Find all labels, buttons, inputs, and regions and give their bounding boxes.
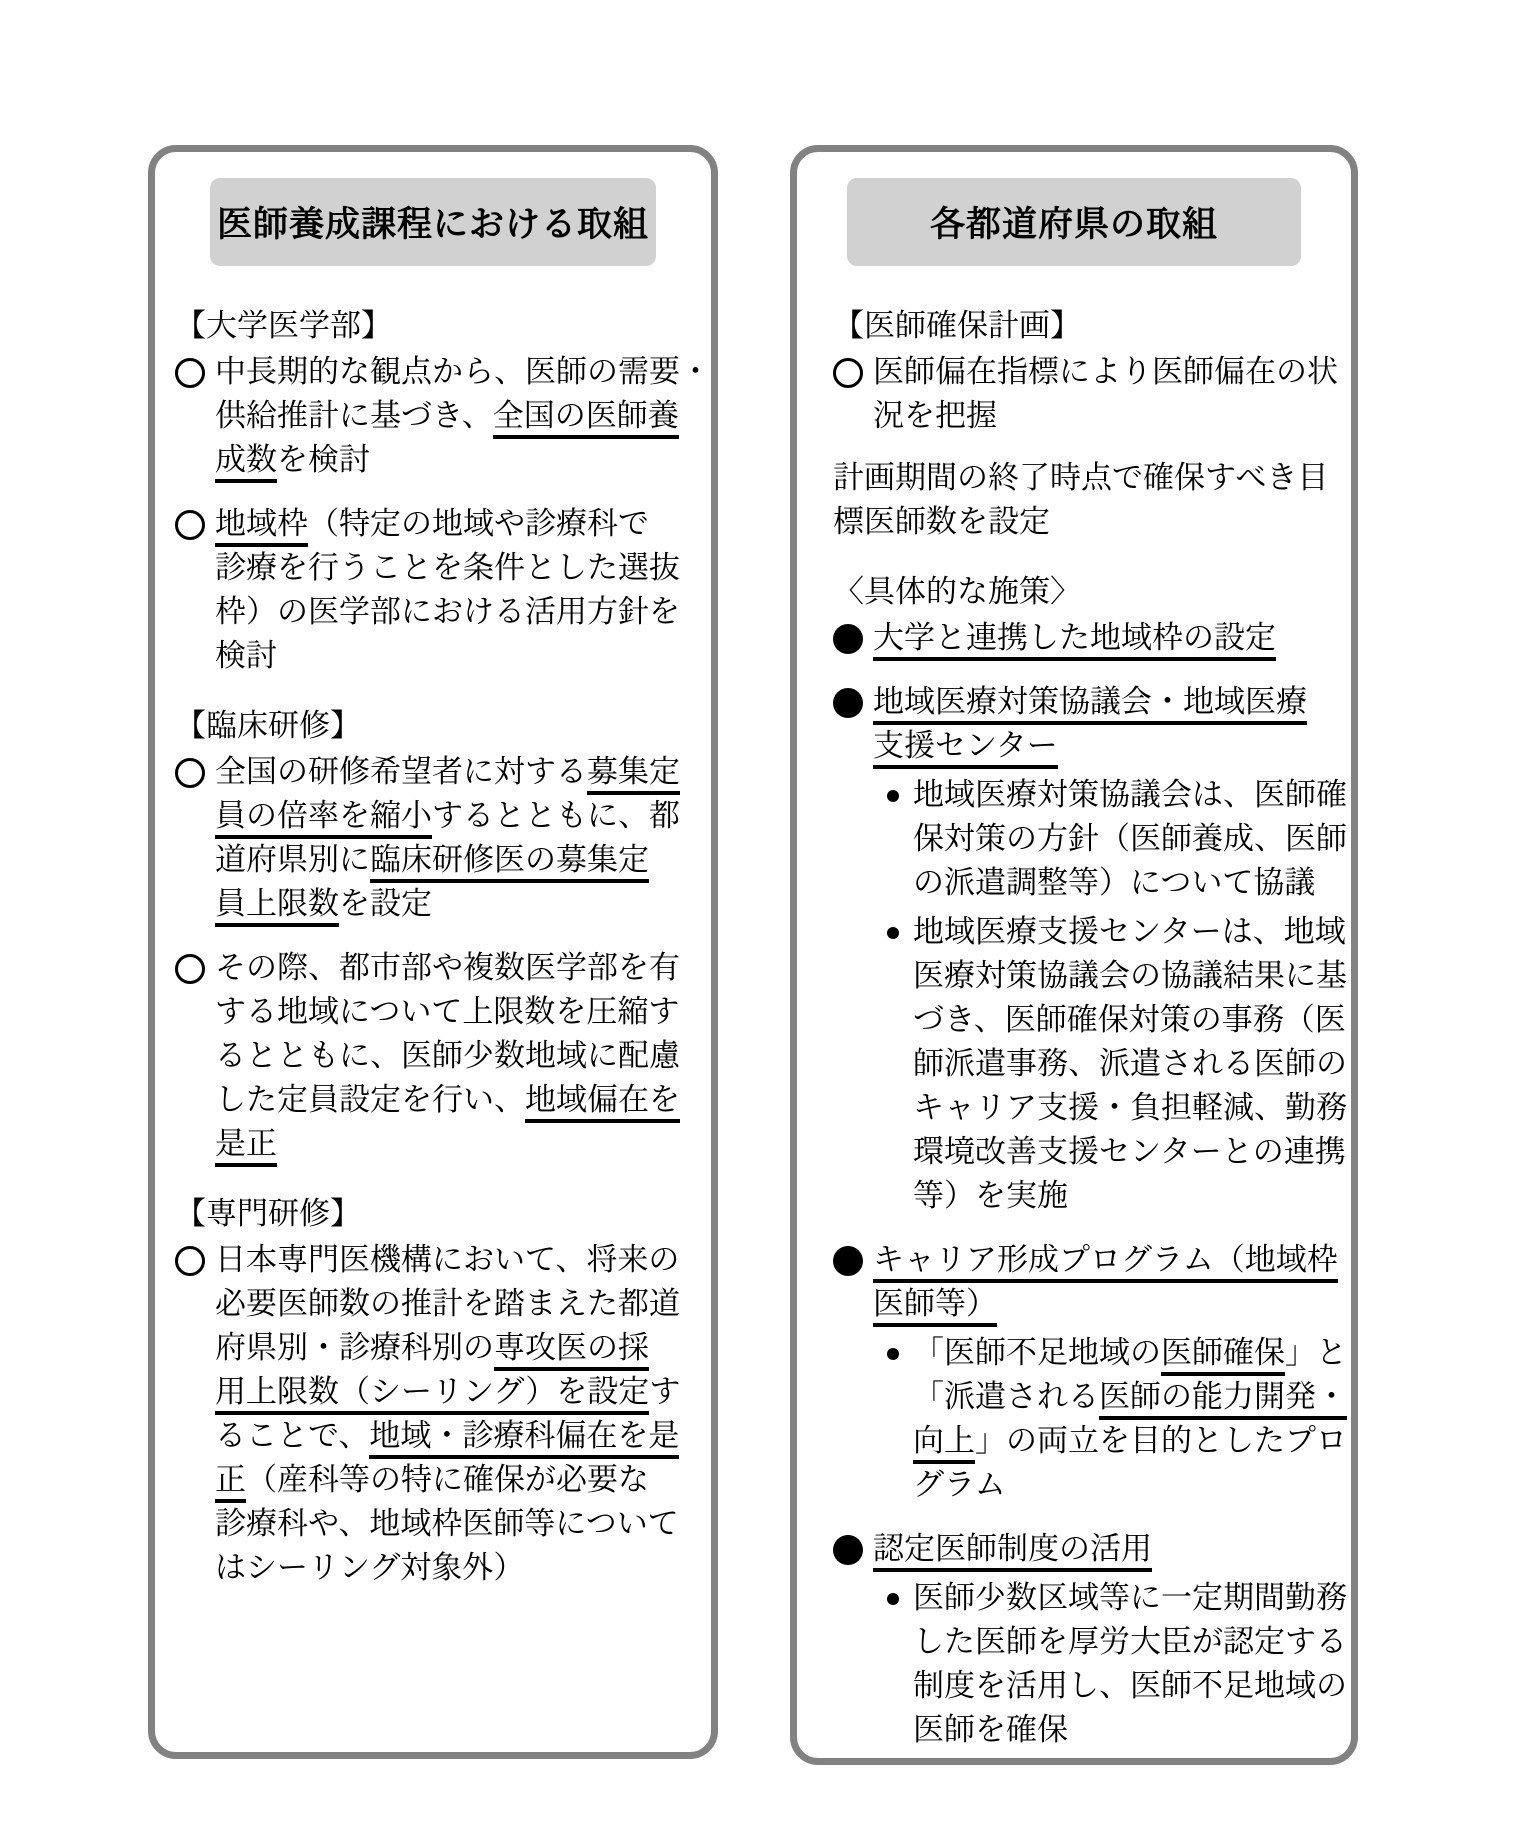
text-run: ることで、 — [215, 1418, 370, 1453]
text-line — [873, 680, 1347, 724]
text-line — [913, 1174, 1347, 1218]
paragraph — [833, 456, 1347, 544]
text-run: を検討 — [277, 442, 370, 477]
section-header — [833, 304, 1347, 348]
underlined-text: 正 — [215, 1462, 246, 1503]
bullet-item — [175, 1238, 707, 1590]
text-line — [873, 394, 1347, 438]
bullet-item — [833, 680, 1347, 768]
black-circle-bullet-icon — [833, 1535, 863, 1565]
text-run: 」の両立を目的としたプロ — [975, 1423, 1347, 1458]
sub-bullet-item — [833, 910, 1347, 1218]
text-line — [215, 1370, 707, 1414]
text-run: 師派遣事務、派遣される医師の — [913, 1046, 1347, 1081]
underlined-text: 員の倍率を縮小 — [215, 798, 432, 839]
bullet-item — [833, 616, 1347, 660]
bullet-item — [833, 350, 1347, 438]
text-run: 全国の研修希望者に対する — [215, 754, 587, 789]
underlined-text: 向上 — [913, 1423, 975, 1464]
circle-bullet-icon — [175, 954, 205, 984]
text-run: 【専門研修】 — [175, 1196, 361, 1231]
panel-title: 医師養成課程における取組 — [216, 205, 649, 244]
text-run: 【臨床研修】 — [175, 708, 361, 743]
underlined-text: 募集定 — [587, 754, 680, 795]
bullet-item — [175, 750, 707, 926]
text-line — [913, 998, 1347, 1042]
text-line — [913, 1086, 1347, 1130]
text-line — [913, 1419, 1347, 1463]
text-line — [215, 1078, 707, 1122]
underlined-text: 支援センター — [873, 728, 1058, 769]
bullet-item — [833, 1527, 1347, 1571]
text-run: した定員設定を行い、 — [215, 1082, 525, 1117]
text-run: 「医師不足地域の — [913, 1335, 1161, 1370]
text-line — [215, 750, 707, 794]
text-line — [215, 882, 707, 926]
text-run: 道府県別に — [215, 842, 370, 877]
text-run: 医師少数区域等に一定期間勤務 — [913, 1580, 1347, 1615]
underlined-text: 医師の能力開発・ — [1099, 1379, 1347, 1420]
dot-bullet-icon — [887, 790, 899, 802]
text-line — [215, 502, 707, 546]
text-line — [215, 1282, 707, 1326]
text-line — [913, 954, 1347, 998]
text-line — [913, 1463, 1347, 1507]
text-run: はシーリング対象外） — [215, 1550, 525, 1585]
text-line — [215, 350, 711, 394]
text-run: 診療を行うことを条件とした選抜 — [215, 550, 680, 585]
text-run: 〈具体的な施策〉 — [833, 574, 1081, 609]
text-run: 保対策の方針（医師養成、医師 — [913, 821, 1347, 856]
text-line — [833, 570, 1347, 614]
text-line — [175, 304, 707, 348]
text-run: その際、都市部や複数医学部を有 — [215, 950, 680, 985]
dot-bullet-icon — [887, 927, 899, 939]
text-line — [215, 1122, 707, 1166]
text-line — [833, 456, 1347, 500]
text-run: 標医師数を設定 — [833, 504, 1050, 539]
text-line — [913, 1042, 1347, 1086]
bullet-item — [175, 350, 711, 482]
text-line — [913, 861, 1347, 905]
text-run: （産科等の特に確保が必要な — [246, 1462, 649, 1497]
section-header — [175, 304, 707, 348]
text-run: 地域医療支援センターは、地域 — [913, 914, 1346, 949]
text-line — [873, 616, 1347, 660]
text-line — [215, 1326, 707, 1370]
section-header — [833, 570, 1347, 614]
text-run: 【医師確保計画】 — [833, 308, 1081, 343]
text-line — [215, 838, 707, 882]
underlined-text: 是正 — [215, 1126, 277, 1167]
text-line — [913, 1576, 1347, 1620]
text-run: 府県別・診療科別の — [215, 1330, 494, 1365]
circle-bullet-icon — [833, 358, 863, 388]
text-run: 枠）の医学部における活用方針を — [215, 594, 680, 629]
text-line — [913, 1331, 1347, 1375]
text-line — [833, 304, 1347, 348]
text-run: 中長期的な観点から、医師の需要・ — [215, 354, 711, 389]
text-run: 地域医療対策協議会は、医師確 — [913, 777, 1347, 812]
sub-bullet-item — [833, 1576, 1347, 1752]
text-run: グラム — [913, 1467, 1006, 1502]
text-line — [873, 724, 1347, 768]
text-line — [913, 817, 1347, 861]
underlined-text: 地域・診療科偏在を是 — [369, 1418, 679, 1459]
panel-prefecture-initiatives — [790, 145, 1358, 1765]
text-line — [215, 1238, 707, 1282]
text-run: する地域について上限数を圧縮す — [215, 994, 680, 1029]
text-run: 日本専門医機構において、将来の — [215, 1242, 680, 1277]
panel-title: 各都道府県の取組 — [929, 205, 1218, 244]
text-run: した医師を厚労大臣が認定する — [913, 1624, 1347, 1659]
text-line — [913, 910, 1347, 954]
text-run: づき、医師確保対策の事務（医 — [913, 1002, 1346, 1037]
black-circle-bullet-icon — [833, 1246, 863, 1276]
text-run: 検討 — [215, 638, 277, 673]
text-line — [175, 1192, 707, 1236]
text-line — [873, 1527, 1347, 1571]
text-run: るとともに、医師少数地域に配慮 — [215, 1038, 680, 1073]
text-line — [215, 1502, 707, 1546]
underlined-text: キャリア形成プログラム（地域枠 — [873, 1242, 1338, 1283]
text-line — [215, 1546, 707, 1590]
text-run: を設定 — [339, 886, 432, 921]
text-line — [215, 1458, 707, 1502]
text-line — [215, 794, 707, 838]
text-line — [913, 1130, 1347, 1174]
text-run: 医師偏在指標により医師偏在の状 — [873, 354, 1338, 389]
text-line — [175, 704, 707, 748]
text-line — [913, 1620, 1347, 1664]
text-run: 計画期間の終了時点で確保すべき目 — [833, 460, 1329, 495]
underlined-text: 成数 — [215, 442, 277, 483]
text-run: 等）を実施 — [913, 1178, 1068, 1213]
text-run: 医療対策協議会の協議結果に基 — [913, 958, 1347, 993]
text-line — [215, 1034, 707, 1078]
underlined-text: 全国の医師養 — [493, 398, 679, 439]
text-run: 供給推計に基づき、 — [215, 398, 493, 433]
bullet-item — [833, 1238, 1347, 1326]
text-line — [215, 990, 707, 1034]
text-line — [215, 438, 707, 482]
bullet-item — [175, 946, 707, 1166]
text-line — [215, 394, 707, 438]
underlined-text: 認定医師制度の活用 — [873, 1531, 1152, 1572]
bullet-item — [175, 502, 707, 678]
text-run: 制度を活用し、医師不足地域の — [913, 1668, 1347, 1703]
text-run: す — [649, 1374, 681, 1409]
text-line — [215, 546, 707, 590]
text-run: するとともに、都 — [432, 798, 680, 833]
section-header — [175, 704, 707, 748]
black-circle-bullet-icon — [833, 624, 863, 654]
dot-bullet-icon — [887, 1593, 899, 1605]
black-circle-bullet-icon — [833, 688, 863, 718]
text-line — [215, 590, 707, 634]
dot-bullet-icon — [887, 1348, 899, 1360]
text-run: （特定の地域や診療科で — [308, 506, 649, 541]
text-line — [215, 1414, 707, 1458]
text-line — [215, 946, 707, 990]
text-run: 況を把握 — [873, 398, 997, 433]
panel-title-bar — [847, 178, 1301, 266]
text-line — [873, 1238, 1347, 1282]
text-line — [913, 1664, 1347, 1708]
text-line — [913, 1375, 1347, 1419]
underlined-text: 医師確保 — [1161, 1335, 1285, 1376]
text-line — [833, 500, 1347, 544]
text-run: の派遣調整等）について協議 — [913, 865, 1316, 900]
section-header — [175, 1192, 707, 1236]
text-run: 必要医師数の推計を踏まえた都道 — [215, 1286, 680, 1321]
text-line — [873, 1282, 1347, 1326]
text-run: キャリア支援・負担軽減、勤務 — [913, 1090, 1347, 1125]
panel-content — [155, 304, 711, 1590]
underlined-text: 専攻医の採 — [494, 1330, 649, 1371]
panel-physician-training — [148, 145, 718, 1759]
underlined-text: 臨床研修医の募集定 — [370, 842, 649, 883]
text-run: 【大学医学部】 — [175, 308, 392, 343]
text-run: 医師を確保 — [913, 1712, 1068, 1747]
text-run: 」と — [1285, 1335, 1347, 1370]
underlined-text: 医師等） — [873, 1286, 997, 1327]
underlined-text: 用上限数（シーリング）を設定 — [215, 1374, 649, 1415]
text-run: 環境改善支援センターとの連携 — [913, 1134, 1346, 1169]
text-run: 診療科や、地域枠医師等について — [215, 1506, 679, 1541]
circle-bullet-icon — [175, 510, 205, 540]
circle-bullet-icon — [175, 358, 205, 388]
text-run: 「派遣される — [913, 1379, 1099, 1414]
text-line — [873, 350, 1347, 394]
panel-title-bar — [210, 178, 656, 266]
circle-bullet-icon — [175, 758, 205, 788]
underlined-text: 員上限数 — [215, 886, 339, 927]
text-line — [215, 634, 707, 678]
underlined-text: 大学と連携した地域枠の設定 — [873, 620, 1276, 661]
panel-content — [797, 304, 1351, 1752]
underlined-text: 地域医療対策協議会・地域医療 — [873, 684, 1307, 725]
text-line — [913, 1708, 1347, 1752]
sub-bullet-item — [833, 1331, 1347, 1507]
sub-bullet-item — [833, 773, 1347, 905]
underlined-text: 地域偏在を — [525, 1082, 680, 1123]
underlined-text: 地域枠 — [215, 506, 308, 547]
circle-bullet-icon — [175, 1246, 205, 1276]
text-line — [913, 773, 1347, 817]
